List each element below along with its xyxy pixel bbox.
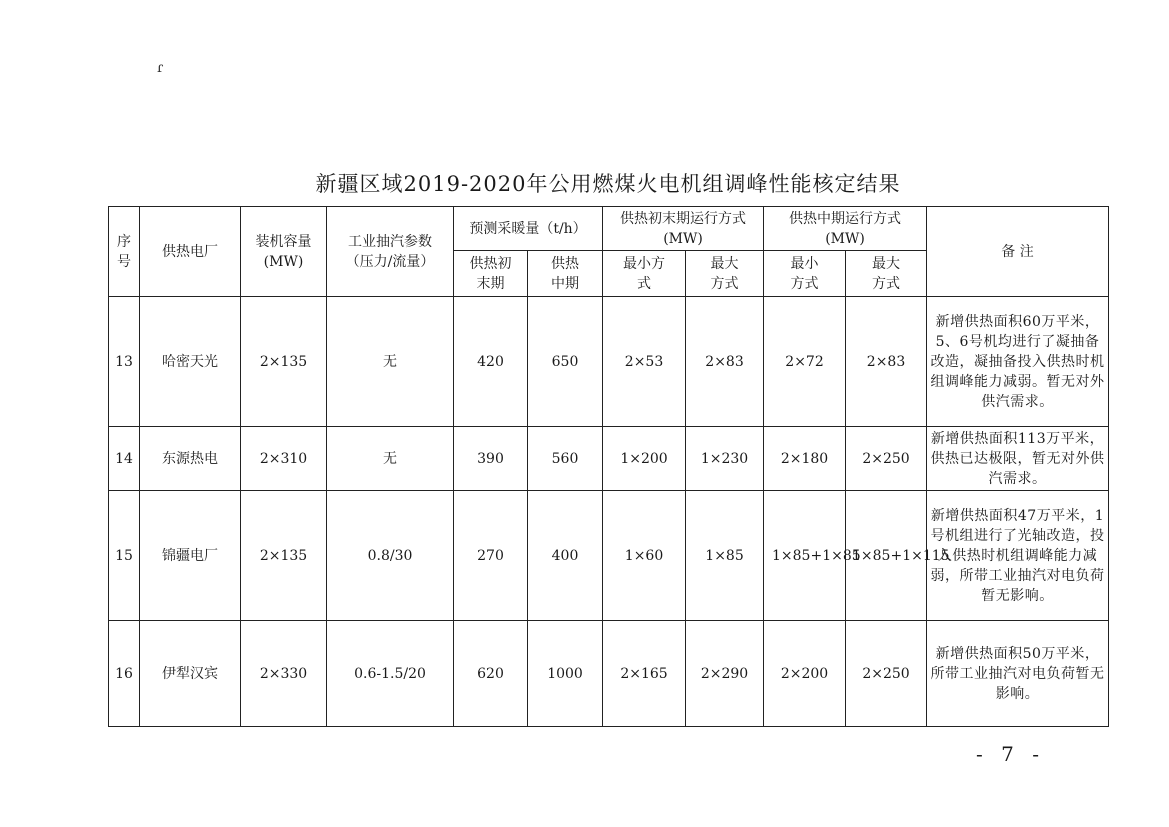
row-early-max: 2×290 bbox=[686, 621, 764, 727]
row-plant: 哈密天光 bbox=[140, 297, 241, 427]
row-mid-max: 2×83 bbox=[846, 297, 927, 427]
row-early-min: 2×165 bbox=[603, 621, 686, 727]
row-early-min: 2×53 bbox=[603, 297, 686, 427]
row-remark: 新增供热面积113万平米，供热已达极限，暂无对外供汽需求。 bbox=[927, 427, 1109, 491]
row-plant: 伊犁汉宾 bbox=[140, 621, 241, 727]
header-steam-params: 工业抽汽参数（压力/流量） bbox=[327, 207, 454, 297]
row-steam: 无 bbox=[327, 427, 454, 491]
row-seq: 13 bbox=[109, 297, 140, 427]
table-row bbox=[109, 491, 1109, 621]
row-heat-mid: 650 bbox=[528, 297, 603, 427]
header-remark: 备 注 bbox=[927, 207, 1109, 297]
row-heat-early: 620 bbox=[454, 621, 528, 727]
row-remark: 新增供热面积47万平米，1号机组进行了光轴改造，投入供热时机组调峰能力减弱，所带工业抽汽对电负荷暂无影响。 bbox=[927, 491, 1109, 621]
row-heat-early: 270 bbox=[454, 491, 528, 621]
row-heat-mid: 400 bbox=[528, 491, 603, 621]
row-plant: 锦疆电厂 bbox=[140, 491, 241, 621]
row-mid-min: 1×85+1×85 bbox=[764, 491, 846, 621]
row-seq: 15 bbox=[109, 491, 140, 621]
table-row bbox=[109, 427, 1109, 491]
row-mid-max: 1×85+1×115 bbox=[846, 491, 927, 621]
row-capacity: 2×310 bbox=[241, 427, 327, 491]
header-capacity: 装机容量(MW) bbox=[241, 207, 327, 297]
row-early-max: 2×83 bbox=[686, 297, 764, 427]
row-steam: 0.6-1.5/20 bbox=[327, 621, 454, 727]
row-capacity: 2×135 bbox=[241, 491, 327, 621]
row-steam: 无 bbox=[327, 297, 454, 427]
table-row bbox=[109, 621, 1109, 727]
header-mid-min: 最小方式 bbox=[764, 251, 846, 297]
row-steam: 0.8/30 bbox=[327, 491, 454, 621]
header-mid-max: 最大方式 bbox=[846, 251, 927, 297]
header-plant: 供热电厂 bbox=[140, 207, 241, 297]
header-heat-mid: 供热中期 bbox=[528, 251, 603, 297]
results-table bbox=[108, 206, 1109, 727]
header-seq: 序号 bbox=[109, 207, 140, 297]
row-mid-min: 2×200 bbox=[764, 621, 846, 727]
row-heat-mid: 1000 bbox=[528, 621, 603, 727]
document-title: 新疆区域2019-2020年公用燃煤火电机组调峰性能核定结果 bbox=[315, 172, 901, 196]
header-mid-mode: 供热中期运行方式(MW) bbox=[764, 207, 927, 251]
row-early-max: 1×230 bbox=[686, 427, 764, 491]
header-heat-load: 预测采暖量（t/h） bbox=[454, 207, 603, 251]
row-seq: 14 bbox=[109, 427, 140, 491]
row-heat-early: 420 bbox=[454, 297, 528, 427]
row-capacity: 2×135 bbox=[241, 297, 327, 427]
page-number: - 7 - bbox=[976, 742, 1045, 766]
row-early-min: 1×60 bbox=[603, 491, 686, 621]
row-mid-max: 2×250 bbox=[846, 621, 927, 727]
table-row bbox=[109, 297, 1109, 427]
header-heat-early: 供热初末期 bbox=[454, 251, 528, 297]
row-heat-early: 390 bbox=[454, 427, 528, 491]
row-remark: 新增供热面积50万平米，所带工业抽汽对电负荷暂无影响。 bbox=[927, 621, 1109, 727]
row-seq: 16 bbox=[109, 621, 140, 727]
row-mid-min: 2×72 bbox=[764, 297, 846, 427]
row-early-max: 1×85 bbox=[686, 491, 764, 621]
row-mid-max: 2×250 bbox=[846, 427, 927, 491]
scan-mark: ɾ bbox=[157, 60, 164, 76]
row-heat-mid: 560 bbox=[528, 427, 603, 491]
row-capacity: 2×330 bbox=[241, 621, 327, 727]
row-plant: 东源热电 bbox=[140, 427, 241, 491]
header-early-mode: 供热初末期运行方式(MW) bbox=[603, 207, 764, 251]
row-early-min: 1×200 bbox=[603, 427, 686, 491]
header-early-max: 最大方式 bbox=[686, 251, 764, 297]
row-mid-min: 2×180 bbox=[764, 427, 846, 491]
header-early-min: 最小方式 bbox=[603, 251, 686, 297]
row-remark: 新增供热面积60万平米，5、6号机均进行了凝抽备改造，凝抽备投入供热时机组调峰能力减弱。暂无对外供汽需求。 bbox=[927, 297, 1109, 427]
